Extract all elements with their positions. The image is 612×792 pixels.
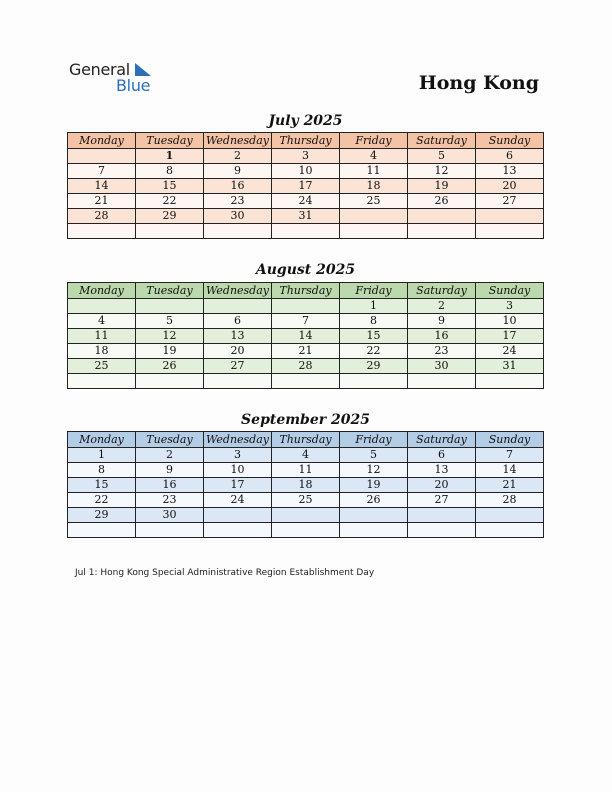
day-cell: 30 xyxy=(408,359,476,374)
day-cell: 22 xyxy=(68,493,136,508)
weekday-header: Saturday xyxy=(408,432,476,448)
weekday-header: Tuesday xyxy=(136,133,204,149)
day-cell xyxy=(340,374,408,389)
calendar-july xyxy=(67,132,544,239)
day-cell: 27 xyxy=(408,493,476,508)
weekday-header-row xyxy=(68,432,544,448)
day-cell: 22 xyxy=(340,344,408,359)
day-cell xyxy=(340,209,408,224)
day-cell: 17 xyxy=(272,179,340,194)
generalblue-logo xyxy=(69,60,169,100)
weekday-header: Friday xyxy=(340,283,408,299)
day-cell: 12 xyxy=(340,463,408,478)
day-cell: 7 xyxy=(68,164,136,179)
day-cell xyxy=(204,224,272,239)
calendar-august xyxy=(67,282,544,389)
day-cell: 13 xyxy=(476,164,544,179)
week-row xyxy=(68,299,544,314)
day-cell: 9 xyxy=(136,463,204,478)
day-cell: 8 xyxy=(68,463,136,478)
day-cell: 29 xyxy=(340,359,408,374)
day-cell: 29 xyxy=(136,209,204,224)
day-cell xyxy=(408,224,476,239)
day-cell xyxy=(340,508,408,523)
day-cell: 1 xyxy=(340,299,408,314)
weekday-header: Sunday xyxy=(476,133,544,149)
weekday-header: Thursday xyxy=(272,432,340,448)
day-cell: 9 xyxy=(204,164,272,179)
weekday-header: Sunday xyxy=(476,432,544,448)
day-cell: 1 xyxy=(136,149,204,164)
day-cell: 19 xyxy=(136,344,204,359)
day-cell: 5 xyxy=(136,314,204,329)
day-cell xyxy=(476,224,544,239)
weekday-header: Monday xyxy=(68,432,136,448)
day-cell: 10 xyxy=(272,164,340,179)
day-cell: 14 xyxy=(68,179,136,194)
day-cell: 21 xyxy=(272,344,340,359)
weekday-header-row xyxy=(68,283,544,299)
day-cell: 30 xyxy=(136,508,204,523)
day-cell xyxy=(408,374,476,389)
week-row xyxy=(68,314,544,329)
day-cell: 28 xyxy=(476,493,544,508)
day-cell: 24 xyxy=(476,344,544,359)
day-cell: 20 xyxy=(204,344,272,359)
day-cell: 7 xyxy=(476,448,544,463)
week-row xyxy=(68,224,544,239)
month-title-july: July 2025 xyxy=(268,113,343,129)
day-cell xyxy=(136,523,204,538)
day-cell xyxy=(272,299,340,314)
day-cell: 5 xyxy=(340,448,408,463)
day-cell: 17 xyxy=(476,329,544,344)
day-cell xyxy=(136,374,204,389)
day-cell: 12 xyxy=(136,329,204,344)
day-cell: 5 xyxy=(408,149,476,164)
day-cell: 2 xyxy=(136,448,204,463)
day-cell: 29 xyxy=(68,508,136,523)
day-cell: 3 xyxy=(204,448,272,463)
weekday-header: Monday xyxy=(68,283,136,299)
week-row xyxy=(68,209,544,224)
weekday-header: Wednesday xyxy=(204,283,272,299)
day-cell: 25 xyxy=(272,493,340,508)
day-cell xyxy=(340,224,408,239)
day-cell: 20 xyxy=(408,478,476,493)
day-cell: 7 xyxy=(272,314,340,329)
day-cell: 30 xyxy=(204,209,272,224)
day-cell: 17 xyxy=(204,478,272,493)
weekday-header: Saturday xyxy=(408,133,476,149)
weekday-header: Monday xyxy=(68,133,136,149)
weekday-header: Tuesday xyxy=(136,283,204,299)
day-cell: 25 xyxy=(68,359,136,374)
day-cell: 9 xyxy=(408,314,476,329)
day-cell: 11 xyxy=(68,329,136,344)
weekday-header-row xyxy=(68,133,544,149)
weekday-header: Wednesday xyxy=(204,133,272,149)
day-cell xyxy=(340,523,408,538)
day-cell xyxy=(68,299,136,314)
day-cell xyxy=(68,523,136,538)
day-cell: 4 xyxy=(272,448,340,463)
day-cell: 27 xyxy=(476,194,544,209)
week-row xyxy=(68,493,544,508)
day-cell xyxy=(476,523,544,538)
logo-general-text: General xyxy=(69,60,130,79)
week-row xyxy=(68,179,544,194)
day-cell: 16 xyxy=(136,478,204,493)
day-cell: 4 xyxy=(68,314,136,329)
week-row xyxy=(68,508,544,523)
weekday-header: Thursday xyxy=(272,283,340,299)
day-cell: 11 xyxy=(340,164,408,179)
day-cell: 21 xyxy=(476,478,544,493)
day-cell: 15 xyxy=(136,179,204,194)
week-row xyxy=(68,164,544,179)
day-cell: 3 xyxy=(272,149,340,164)
weekday-header: Thursday xyxy=(272,133,340,149)
day-cell: 20 xyxy=(476,179,544,194)
day-cell xyxy=(136,299,204,314)
week-row xyxy=(68,359,544,374)
day-cell: 26 xyxy=(136,359,204,374)
day-cell: 14 xyxy=(272,329,340,344)
day-cell: 15 xyxy=(68,478,136,493)
day-cell xyxy=(476,374,544,389)
day-cell: 18 xyxy=(272,478,340,493)
weekday-header: Sunday xyxy=(476,283,544,299)
day-cell: 21 xyxy=(68,194,136,209)
week-row xyxy=(68,344,544,359)
week-row xyxy=(68,329,544,344)
day-cell xyxy=(408,523,476,538)
week-row xyxy=(68,478,544,493)
day-cell: 8 xyxy=(340,314,408,329)
day-cell xyxy=(272,508,340,523)
day-cell: 26 xyxy=(340,493,408,508)
day-cell: 10 xyxy=(476,314,544,329)
day-cell: 19 xyxy=(408,179,476,194)
day-cell: 19 xyxy=(340,478,408,493)
day-cell: 27 xyxy=(204,359,272,374)
weekday-header: Friday xyxy=(340,133,408,149)
day-cell: 18 xyxy=(340,179,408,194)
day-cell: 16 xyxy=(204,179,272,194)
day-cell xyxy=(476,508,544,523)
week-row xyxy=(68,463,544,478)
day-cell: 13 xyxy=(204,329,272,344)
holiday-note: Jul 1: Hong Kong Special Administrative Region Establishment Day xyxy=(75,568,375,578)
day-cell: 24 xyxy=(272,194,340,209)
day-cell: 6 xyxy=(476,149,544,164)
week-row xyxy=(68,448,544,463)
day-cell: 2 xyxy=(204,149,272,164)
weekday-header: Friday xyxy=(340,432,408,448)
day-cell xyxy=(408,209,476,224)
day-cell: 24 xyxy=(204,493,272,508)
day-cell xyxy=(204,299,272,314)
day-cell: 25 xyxy=(340,194,408,209)
day-cell: 3 xyxy=(476,299,544,314)
day-cell xyxy=(272,224,340,239)
weekday-header: Tuesday xyxy=(136,432,204,448)
month-title-september: September 2025 xyxy=(241,412,370,428)
day-cell: 6 xyxy=(204,314,272,329)
day-cell xyxy=(204,523,272,538)
week-row xyxy=(68,374,544,389)
day-cell: 8 xyxy=(136,164,204,179)
day-cell xyxy=(204,374,272,389)
day-cell xyxy=(476,209,544,224)
day-cell: 16 xyxy=(408,329,476,344)
country-title: Hong Kong xyxy=(418,72,539,94)
day-cell: 26 xyxy=(408,194,476,209)
day-cell: 23 xyxy=(204,194,272,209)
weekday-header: Wednesday xyxy=(204,432,272,448)
day-cell: 11 xyxy=(272,463,340,478)
day-cell: 15 xyxy=(340,329,408,344)
day-cell xyxy=(272,523,340,538)
day-cell xyxy=(68,224,136,239)
day-cell: 28 xyxy=(272,359,340,374)
day-cell: 14 xyxy=(476,463,544,478)
day-cell: 10 xyxy=(204,463,272,478)
day-cell: 1 xyxy=(68,448,136,463)
day-cell: 22 xyxy=(136,194,204,209)
day-cell: 2 xyxy=(408,299,476,314)
day-cell xyxy=(68,149,136,164)
week-row xyxy=(68,149,544,164)
day-cell: 18 xyxy=(68,344,136,359)
day-cell xyxy=(204,508,272,523)
month-title-august: August 2025 xyxy=(255,262,356,278)
day-cell: 23 xyxy=(408,344,476,359)
day-cell: 12 xyxy=(408,164,476,179)
day-cell: 13 xyxy=(408,463,476,478)
day-cell xyxy=(136,224,204,239)
day-cell: 28 xyxy=(68,209,136,224)
day-cell xyxy=(408,508,476,523)
day-cell: 23 xyxy=(136,493,204,508)
week-row xyxy=(68,194,544,209)
day-cell: 6 xyxy=(408,448,476,463)
logo-blue-text: Blue xyxy=(116,76,151,95)
day-cell: 31 xyxy=(476,359,544,374)
week-row xyxy=(68,523,544,538)
day-cell: 4 xyxy=(340,149,408,164)
weekday-header: Saturday xyxy=(408,283,476,299)
day-cell xyxy=(272,374,340,389)
day-cell xyxy=(68,374,136,389)
calendar-september xyxy=(67,431,544,538)
day-cell: 31 xyxy=(272,209,340,224)
